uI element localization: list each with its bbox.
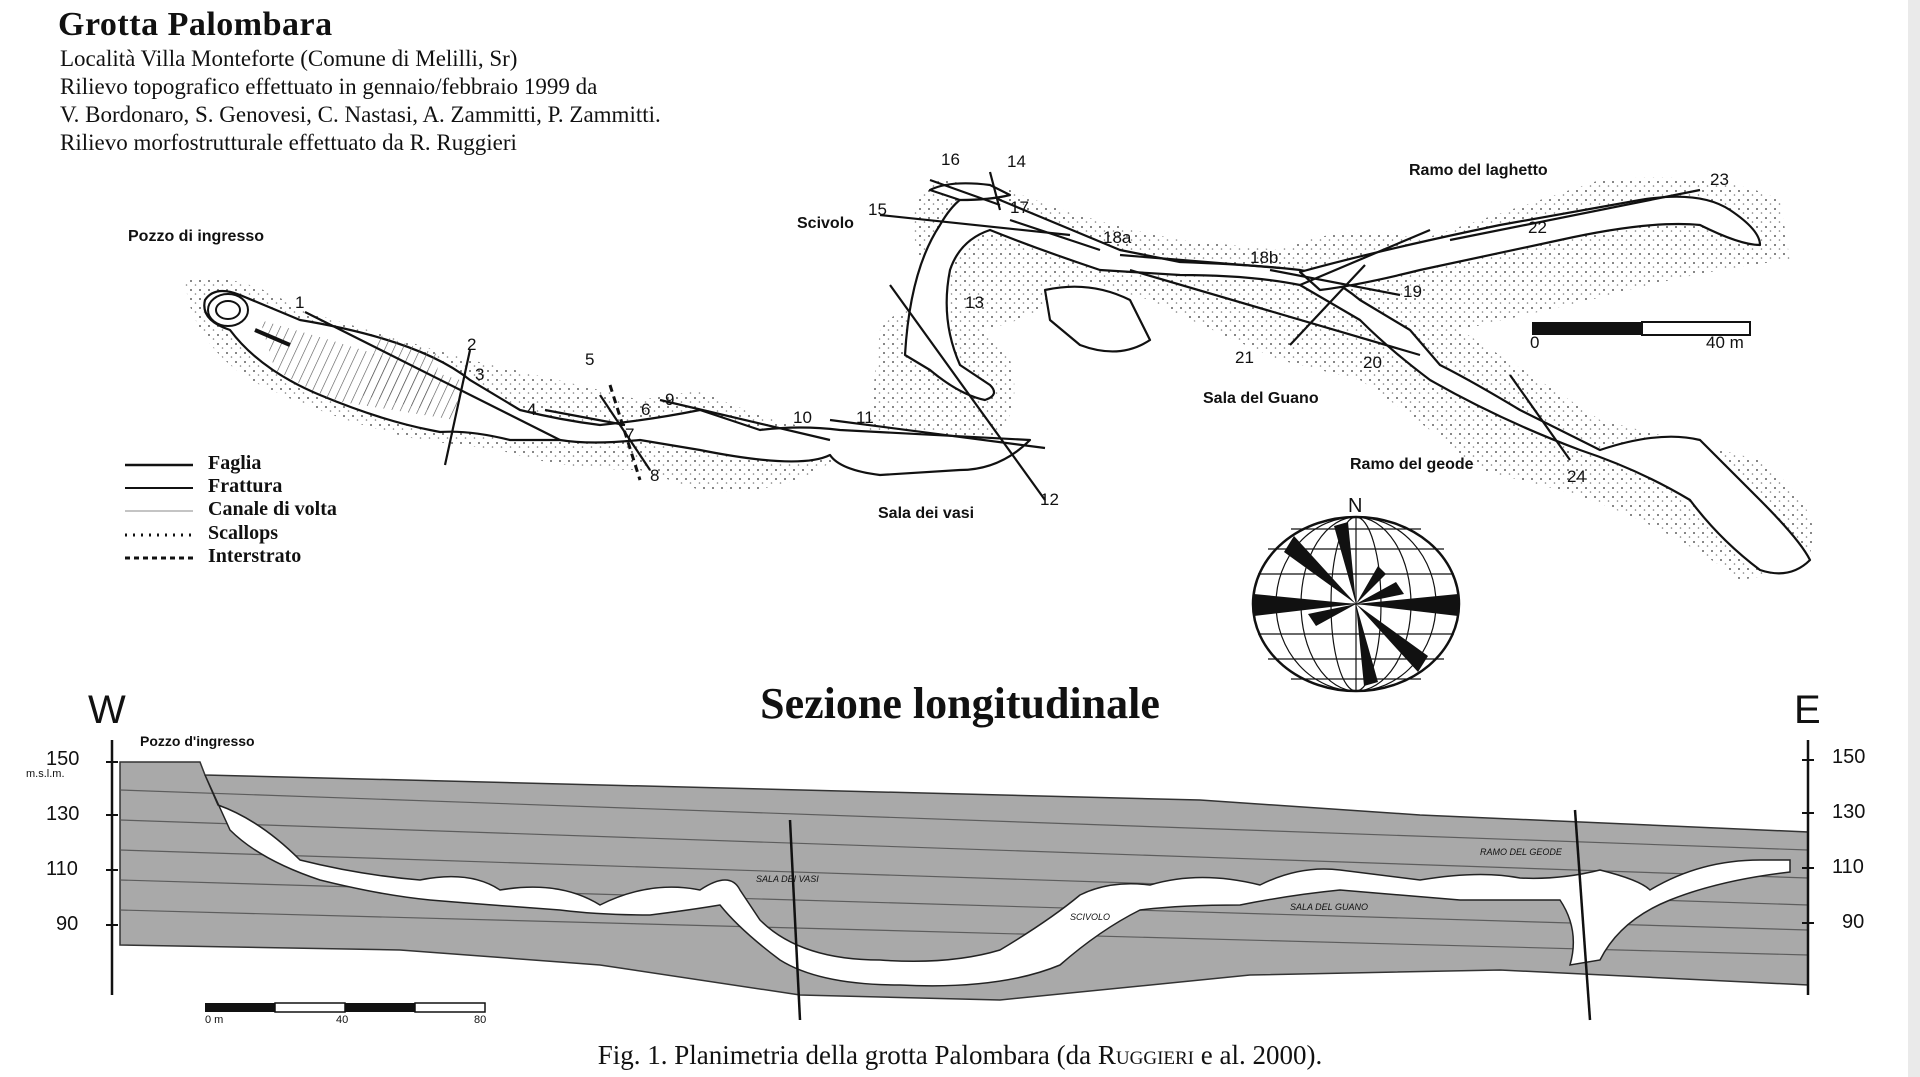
rose-diagram — [1253, 517, 1459, 691]
section-scale-0: 0 m — [205, 1014, 224, 1026]
station-label: 16 — [941, 150, 960, 169]
station-label: 24 — [1567, 467, 1586, 486]
section-label-sala-vasi: SALA DEI VASI — [756, 874, 819, 884]
label-ramo-laghetto: Ramo del laghetto — [1409, 162, 1548, 179]
locality-line: Località Villa Monteforte (Comune di Melilli, Sr) — [60, 46, 518, 71]
station-label: 19 — [1403, 282, 1422, 301]
station-label: 2 — [467, 335, 477, 354]
right-tick-150: 150 — [1832, 746, 1866, 768]
section-scale-80: 80 — [474, 1014, 487, 1026]
station-label: 17 — [1010, 198, 1029, 217]
legend-frattura: Frattura — [208, 475, 283, 497]
legend-canale-volta: Canale di volta — [208, 498, 337, 520]
station-label: 18a — [1103, 228, 1132, 247]
station-label: 15 — [868, 200, 887, 219]
caption-suffix: e al. 2000). — [1194, 1040, 1323, 1070]
left-tick-110: 110 — [46, 858, 78, 880]
section-profile — [106, 740, 1814, 1020]
morpho-survey-line: Rilievo morfostrutturale effettuato da R. Ruggieri — [60, 130, 517, 155]
station-label: 4 — [527, 400, 537, 419]
station-label: 11 — [856, 408, 874, 427]
west-label: W — [88, 688, 126, 732]
station-label: 1 — [295, 293, 305, 312]
station-label: 8 — [650, 466, 660, 485]
left-tick-130: 130 — [46, 803, 80, 825]
scale-start-label: 0 — [1530, 333, 1540, 352]
station-label: 21 — [1235, 348, 1254, 367]
caption-prefix: Fig. 1. Planimetria della grotta Palombara (da — [597, 1040, 1098, 1070]
station-label: 18b — [1250, 248, 1279, 267]
section-unit-label: m.s.l.m. — [26, 768, 65, 780]
label-pozzo-ingresso: Pozzo di ingresso — [128, 228, 265, 245]
section-scale-40: 40 — [336, 1014, 349, 1026]
station-label: 5 — [585, 350, 595, 369]
north-label: N — [1348, 495, 1363, 517]
scale-end-label: 40 m — [1706, 333, 1744, 352]
station-label: 23 — [1710, 170, 1729, 189]
figure-title: Grotta Palombara — [58, 6, 333, 43]
label-ramo-geode: Ramo del geode — [1350, 456, 1474, 473]
legend-samples — [125, 465, 193, 558]
section-entrance-label: Pozzo d'ingresso — [140, 733, 255, 749]
station-label: 14 — [1007, 152, 1026, 171]
section-label-sala-guano: SALA DEL GUANO — [1290, 902, 1369, 912]
section-label-scivolo: SCIVOLO — [1070, 912, 1111, 922]
station-label: 20 — [1363, 353, 1382, 372]
legend-scallops: Scallops — [208, 522, 279, 544]
label-sala-vasi: Sala dei vasi — [878, 505, 975, 522]
label-sala-guano: Sala del Guano — [1203, 390, 1319, 407]
station-label: 12 — [1040, 490, 1059, 509]
east-label: E — [1794, 688, 1821, 732]
section-title: Sezione longitudinale — [760, 679, 1160, 728]
legend-faglia: Faglia — [208, 452, 262, 474]
right-tick-130: 130 — [1832, 801, 1866, 823]
station-label: 3 — [475, 365, 485, 384]
survey-date-line: Rilievo topografico effettuato in gennaio/febbraio 1999 da — [60, 74, 598, 99]
left-tick-90: 90 — [56, 913, 79, 935]
station-label: 9 — [665, 390, 675, 409]
caption-author: Ruggieri — [1097, 1040, 1194, 1070]
left-tick-150: 150 — [46, 748, 80, 770]
section-scale-bar — [205, 1003, 485, 1012]
section-label-ramo-geode: RAMO DEL GEODE — [1480, 847, 1562, 857]
station-label: 7 — [625, 425, 635, 444]
figure-caption — [0, 1040, 1920, 1071]
page-edge-strip — [1908, 0, 1920, 1077]
station-label: 22 — [1528, 218, 1547, 237]
right-tick-110: 110 — [1832, 856, 1864, 878]
station-label: 13 — [965, 293, 984, 312]
station-label: 10 — [793, 408, 812, 427]
surveyors-line: V. Bordonaro, S. Genovesi, C. Nastasi, A. Zammitti, P. Zammitti. — [60, 102, 661, 127]
legend-interstrato: Interstrato — [208, 545, 302, 567]
station-label: 6 — [641, 400, 651, 419]
label-scivolo: Scivolo — [797, 215, 854, 232]
right-tick-90: 90 — [1842, 911, 1865, 933]
